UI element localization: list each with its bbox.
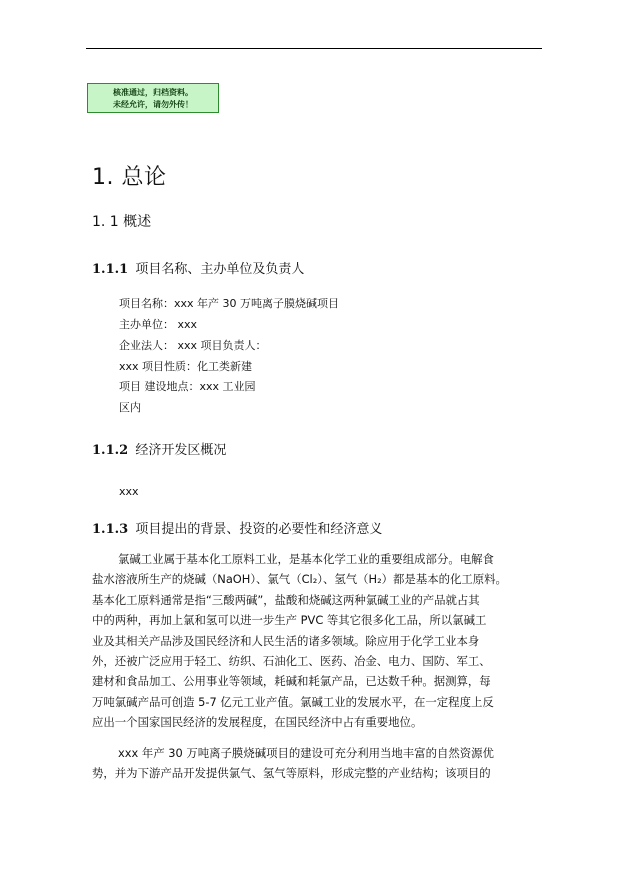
project-info-line: 企业法人： xxx 项目负责人： (119, 339, 267, 352)
section-title: 项目名称、主办单位及负责人 (135, 262, 305, 277)
section-body: xxx (119, 485, 139, 498)
paragraph-line: 外，还被广泛应用于轻工、纺织、石油化工、医药、冶金、电力、国防、军工、 (92, 654, 491, 669)
notice-line-2: 未经允许，请勿外传！ (113, 100, 193, 109)
project-info-line: 区内 (119, 401, 141, 414)
heading-1-1-2 (92, 439, 226, 458)
approval-notice-box (87, 83, 219, 113)
heading-1-1-1 (92, 258, 304, 277)
paragraph-line: 中的两种，再加上氯和氢可以进一步生产 PVC 等其它很多化工品，所以氯碱工 (92, 613, 487, 628)
section-number: 1.1.1 (92, 262, 129, 277)
project-info-line: 项目 建设地点：xxx 工业园 (119, 380, 256, 393)
paragraph-line: 建材和食品加工、公用事业等领域，耗碱和耗氯产品，已达数千种。据测算，每 (92, 674, 491, 689)
section-number: 1.1.3 (92, 522, 129, 537)
paragraph-line: 基本化工原料通常是指“三酸两碱”，盐酸和烧碱这两种氯碱工业的产品就占其 (92, 592, 480, 607)
section-title: 经济开发区概况 (135, 443, 227, 458)
paragraph-line: 万吨氯碱产品可创造 5-7 亿元工业产值。氯碱工业的发展水平，在一定程度上反 (92, 694, 494, 709)
heading-2: 1. 1 概述 (92, 214, 152, 230)
paragraph-line: 盐水溶液所生产的烧碱（NaOH）、氯气（Cl₂）、氢气（H₂）都是基本的化工原料。 (92, 572, 507, 587)
section-title: 项目提出的背景、投资的必要性和经济意义 (135, 522, 383, 537)
heading-1: 1. 总论 (92, 165, 167, 190)
paragraph-line: 业及其相关产品涉及国民经济和人民生活的诸多领域。除应用于化学工业本身 (92, 633, 480, 648)
section-number: 1.1.2 (92, 443, 129, 458)
notice-line-1: 核准通过，归档资料。 (113, 88, 193, 97)
project-info-line: 项目名称：xxx 年产 30 万吨离子膜烧碱项目 (119, 297, 340, 310)
heading-1-1-3 (92, 518, 382, 537)
paragraph-line: 势，并为下游产品开发提供氯气、氢气等原料，形成完整的产业结构；该项目的 (92, 766, 491, 781)
paragraph-1 (92, 549, 532, 733)
paragraph-2 (92, 743, 532, 784)
paragraph-line: 应出一个国家国民经济的发展程度，在国民经济中占有重要地位。 (92, 715, 423, 730)
header-rule (86, 48, 542, 49)
paragraph-line: xxx 年产 30 万吨离子膜烧碱项目的建设可充分利用当地丰富的自然资源优 (118, 746, 494, 760)
project-info-line: xxx 项目性质：化工类新建 (119, 360, 253, 373)
project-info-line: 主办单位： xxx (119, 318, 198, 331)
paragraph-line: 氯碱工业属于基本化工原料工业，是基本化学工业的重要组成部分。电解食 (118, 552, 494, 566)
